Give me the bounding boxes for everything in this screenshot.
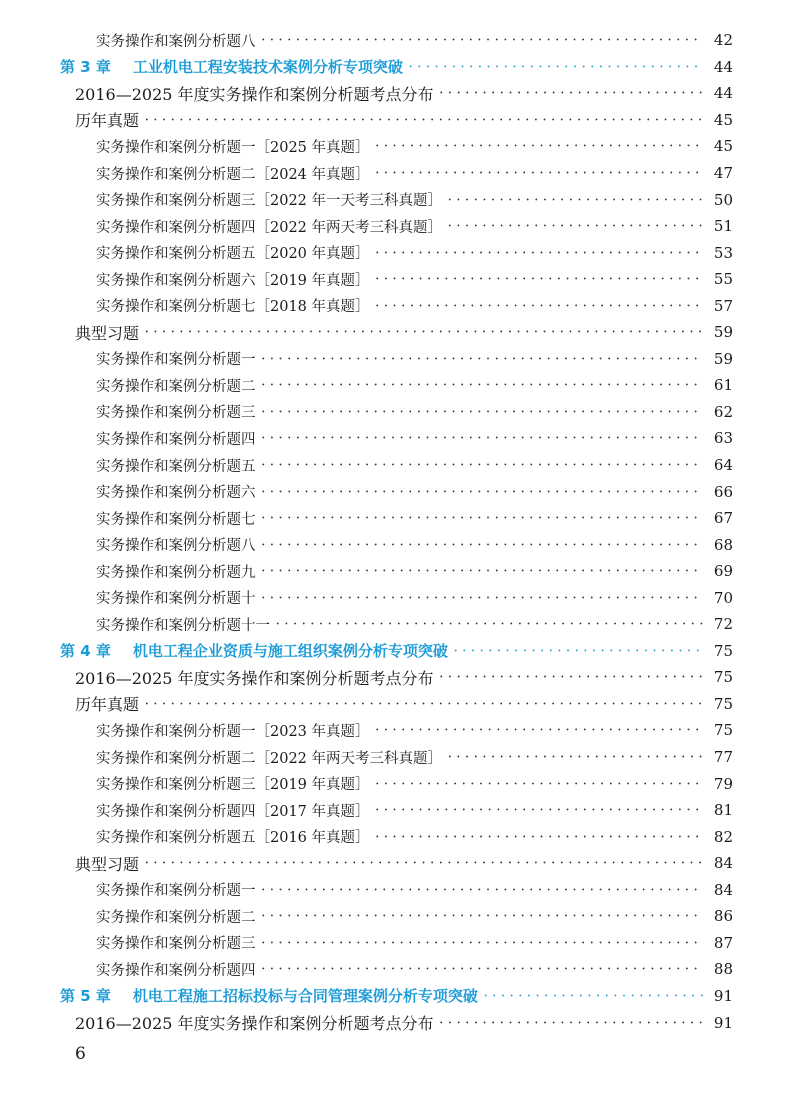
toc-section-entry[interactable] [0,319,790,346]
toc-item-entry[interactable] [0,133,790,160]
chapter-number: 第 5 章 [60,987,111,1006]
dot-leader [440,1016,703,1030]
dot-leader [145,697,703,711]
toc-entry-label: 实务操作和案例分析题二［2024 年真题］ [96,166,370,183]
toc-entry-label: 实务操作和案例分析题二 [96,909,256,926]
dot-leader [376,830,703,844]
dot-leader [262,352,704,366]
toc-page-number: 75 [713,641,733,660]
toc-item-entry[interactable] [0,558,790,585]
chapter-number: 第 4 章 [60,642,111,661]
page-number: 6 [75,1044,86,1064]
toc-page-number: 66 [713,482,733,501]
toc-item-entry[interactable] [0,160,790,187]
toc-entry-label: 实务操作和案例分析题七 [96,511,256,528]
toc-page-number: 69 [713,562,733,581]
toc-entry-label: 历年真题 [75,695,140,715]
dot-leader [376,803,703,817]
toc-entry-label: 实务操作和案例分析题五 [96,458,256,475]
toc-item-entry[interactable] [0,346,790,373]
toc-entry-label: 实务操作和案例分析题三 [96,936,256,953]
dot-leader [454,644,703,658]
toc-entry-label: 实务操作和案例分析题十 [96,591,256,608]
dot-leader [262,883,704,897]
toc-item-entry[interactable] [0,531,790,558]
toc-page-number: 45 [713,137,733,156]
toc-entry-label: 典型习题 [75,323,140,343]
toc-page-number: 84 [713,880,733,899]
toc-page-number: 55 [713,270,733,289]
dot-leader [376,166,703,180]
toc-page-number: 44 [713,57,733,76]
toc-entry-label: 实务操作和案例分析题二［2022 年两天考三科真题］ [96,750,443,767]
toc-entry-label [60,640,448,661]
toc-entry-label: 2016—2025 年度实务操作和案例分析题考点分布 [75,1014,434,1033]
toc-section-entry[interactable] [0,107,790,134]
toc-item-entry[interactable] [0,770,790,797]
dot-leader [440,670,703,684]
toc-entry-label [60,56,403,77]
chapter-title: 机电工程施工招标投标与合同管理案例分析专项突破 [132,987,478,1006]
dot-leader [440,86,703,100]
toc-page-number: 59 [713,349,733,368]
toc-page-number: 68 [713,535,733,554]
toc-page-number: 82 [713,827,733,846]
toc-chapter-entry[interactable] [0,54,790,81]
dot-leader [276,617,703,631]
toc-page-number: 72 [713,615,733,634]
toc-item-entry[interactable] [0,505,790,532]
toc-entry-label: 实务操作和案例分析题五［2020 年真题］ [96,246,370,263]
toc-item-entry[interactable] [0,930,790,957]
toc-section-entry[interactable] [0,850,790,877]
toc-chapter-entry[interactable] [0,638,790,665]
dot-leader [262,405,704,419]
dot-leader [262,511,704,525]
dot-leader [145,856,703,870]
toc-entry-label: 实务操作和案例分析题六［2019 年真题］ [96,272,370,289]
toc-entry-label [60,985,478,1006]
toc-entry-label: 实务操作和案例分析题五［2016 年真题］ [96,830,370,847]
toc-page-number: 75 [713,668,733,687]
toc-item-entry[interactable] [0,239,790,266]
dot-leader [376,299,703,313]
dot-leader [262,431,704,445]
toc-entry-label: 实务操作和案例分析题三 [96,405,256,422]
toc-section-entry[interactable] [0,1009,790,1036]
toc-item-entry[interactable] [0,744,790,771]
dot-leader [448,219,703,233]
toc-item-entry[interactable] [0,823,790,850]
toc-item-entry[interactable] [0,425,790,452]
dot-leader [262,485,704,499]
toc-page-number: 42 [713,31,733,50]
dot-leader [262,458,704,472]
toc-item-entry[interactable] [0,584,790,611]
toc-entry-label: 实务操作和案例分析题一 [96,352,256,369]
dot-leader [262,378,704,392]
toc-entry-label: 2016—2025 年度实务操作和案例分析题考点分布 [75,668,434,688]
toc-page-number: 67 [713,509,733,528]
toc-page-number: 45 [713,110,733,129]
dot-leader [262,591,704,605]
toc-section-entry[interactable] [0,664,790,691]
dot-leader [262,936,704,950]
toc-entry-label: 实务操作和案例分析题八 [96,33,256,50]
toc-page-number: 75 [713,694,733,713]
toc-item-entry[interactable] [0,717,790,744]
toc-page-number: 64 [713,456,733,475]
toc-entry-label: 实务操作和案例分析题七［2018 年真题］ [96,299,370,316]
toc-section-entry[interactable] [0,80,790,107]
toc-item-entry[interactable] [0,452,790,479]
toc-item-entry[interactable] [0,186,790,213]
dot-leader [376,272,703,286]
toc-page-number: 53 [713,243,733,262]
toc-page-number: 77 [713,748,733,767]
dot-leader [448,193,703,207]
toc-item-entry[interactable] [0,797,790,824]
toc-page-number: 84 [713,854,733,873]
toc-entry-label: 典型习题 [75,854,140,874]
toc-section-entry[interactable] [0,691,790,718]
table-of-contents [0,27,790,1036]
toc-page-number: 47 [713,164,733,182]
dot-leader [145,113,703,127]
toc-entry-label: 实务操作和案例分析题四 [96,962,256,979]
toc-item-entry[interactable] [0,372,790,399]
toc-item-entry[interactable] [0,399,790,426]
dot-leader [376,139,703,153]
toc-entry-label: 历年真题 [75,111,140,131]
toc-entry-label: 实务操作和案例分析题一［2025 年真题］ [96,139,370,156]
toc-entry-label: 实务操作和案例分析题二 [96,378,256,395]
toc-item-entry[interactable] [0,611,790,638]
dot-leader [262,33,704,47]
chapter-title: 工业机电工程安装技术案例分析专项突破 [132,58,403,77]
toc-entry-label: 实务操作和案例分析题四［2022 年两天考三科真题］ [96,219,443,236]
dot-leader [409,60,703,74]
toc-item-entry[interactable] [0,903,790,930]
toc-entry-label: 实务操作和案例分析题一 [96,883,256,900]
dot-leader [262,962,704,976]
toc-item-entry[interactable] [0,266,790,293]
toc-item-entry[interactable] [0,478,790,505]
dot-leader [376,777,703,791]
toc-page-number: 57 [713,296,733,315]
toc-entry-label: 2016—2025 年度实务操作和案例分析题考点分布 [75,84,434,104]
toc-page-number: 88 [713,960,733,979]
toc-entry-label: 实务操作和案例分析题三［2019 年真题］ [96,777,370,794]
toc-page-number: 50 [713,190,733,209]
toc-item-entry[interactable] [0,956,790,983]
chapter-title: 机电工程企业资质与施工组织案例分析专项突破 [132,642,448,661]
dot-leader [448,750,703,764]
toc-entry-label: 实务操作和案例分析题六 [96,485,256,502]
dot-leader [262,909,704,923]
toc-entry-label: 实务操作和案例分析题九 [96,564,256,581]
toc-entry-label: 实务操作和案例分析题三［2022 年一天考三科真题］ [96,193,443,210]
toc-item-entry[interactable] [0,877,790,904]
toc-item-entry[interactable] [0,27,790,54]
toc-page-number: 86 [713,907,733,926]
toc-page-number: 91 [713,986,733,1005]
toc-page-number: 44 [713,84,733,103]
toc-page-number: 79 [713,774,733,793]
toc-page-number: 62 [713,402,733,421]
toc-entry-label: 实务操作和案例分析题四［2017 年真题］ [96,803,370,820]
toc-page-number: 59 [713,323,733,342]
toc-chapter-entry[interactable] [0,983,790,1010]
dot-leader [484,989,703,1003]
dot-leader [145,325,703,339]
toc-page-number: 70 [713,588,733,607]
dot-leader [262,538,704,552]
toc-page-number: 87 [713,933,733,952]
toc-page-number: 75 [713,721,733,740]
toc-entry-label: 实务操作和案例分析题八 [96,538,256,555]
toc-entry-label: 实务操作和案例分析题十一 [96,617,270,634]
toc-page-number: 61 [713,376,733,395]
toc-entry-label: 实务操作和案例分析题一［2023 年真题］ [96,723,370,740]
dot-leader [376,723,703,737]
chapter-number: 第 3 章 [60,58,111,77]
toc-item-entry[interactable] [0,213,790,240]
toc-page-number: 63 [713,429,733,448]
dot-leader [262,564,704,578]
toc-item-entry[interactable] [0,292,790,319]
toc-page-number: 91 [713,1013,733,1032]
toc-page-number: 51 [713,217,733,236]
toc-page-number: 81 [713,801,733,820]
toc-entry-label: 实务操作和案例分析题四 [96,431,256,448]
dot-leader [376,246,703,260]
